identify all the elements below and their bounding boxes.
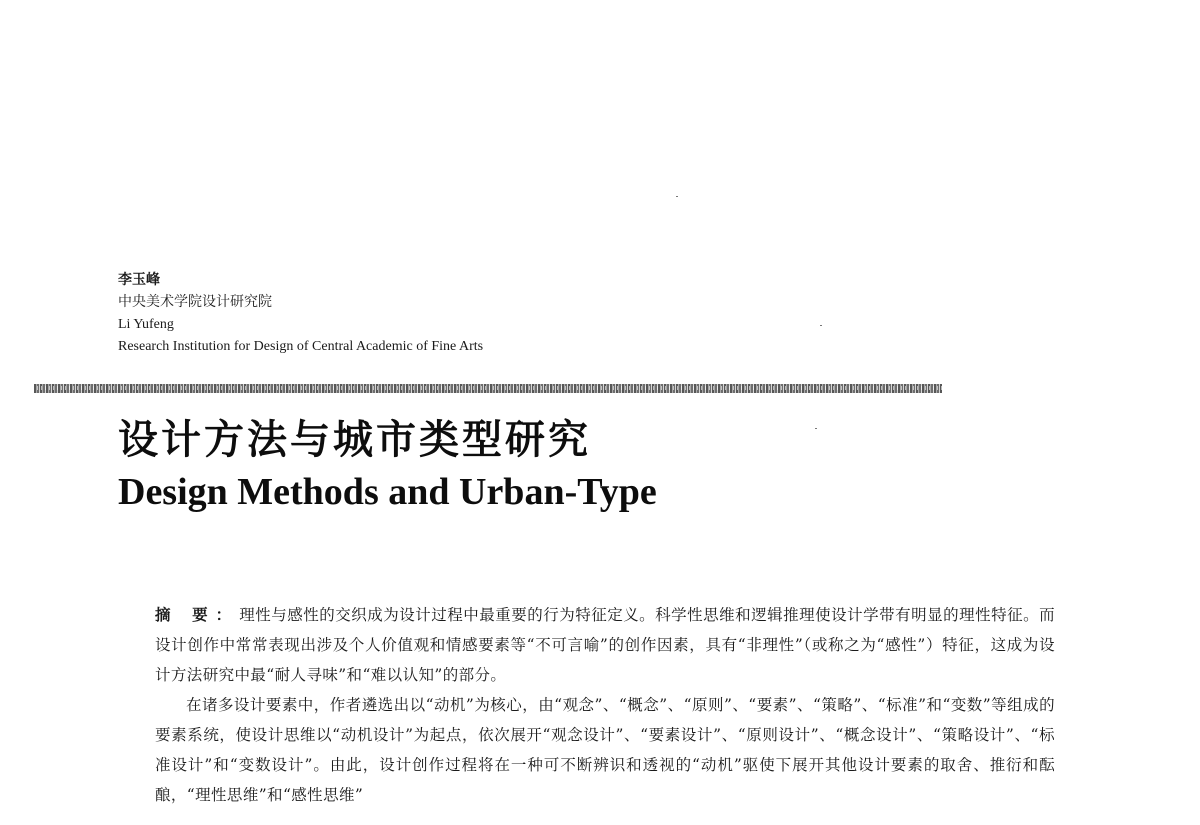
author-block <box>118 270 483 358</box>
title-zh: 设计方法与城市类型研究 <box>118 417 591 463</box>
scan-speck <box>815 428 817 429</box>
abstract-text-1: 理性与感性的交织成为设计过程中最重要的行为特征定义。科学性思维和逻辑推理使设计学带有明显的理性特征。而设计创作中常常表现出涉及个人价值观和情感要素等“不可言喻”的创作因素，具有“非理性”（或称之为“感性”）特征，这成为设计方法研究中最“耐人寻味”和“难以认知”的部分。 <box>155 606 1055 684</box>
abstract-para-1 <box>155 600 1055 690</box>
author-name-zh: 李玉峰 <box>118 273 160 288</box>
abstract-label: 摘 要： <box>155 605 240 624</box>
author-name-en: Li Yufeng <box>118 317 174 332</box>
title-en: Design Methods and Urban-Type <box>118 471 657 513</box>
scan-speck <box>820 325 822 326</box>
abstract-para-2: 在诸多设计要素中，作者遴选出以“动机”为核心，由“观念”、“概念”、“原则”、“要素”、“策略”、“标准”和“变数”等组成的要素系统，使设计思维以“动机设计”为起点，依次展开“观念设计”、“要素设计”、“原则设计”、“概念设计”、“策略设计”、“标准设计”和“变数设计”。由此，设计创作过程将在一种可不断辨识和透视的“动机”驱使下展开其他设计要素的取舍、推衍和酝酿，“理性思维”和“感性思维” <box>155 696 1055 804</box>
abstract <box>155 600 1055 810</box>
scan-speck <box>676 196 678 197</box>
header-divider <box>34 384 942 393</box>
author-affiliation-en: Research Institution for Design of Central Academic of Fine Arts <box>118 339 484 354</box>
author-affiliation-zh: 中央美术学院设计研究院 <box>118 295 272 310</box>
